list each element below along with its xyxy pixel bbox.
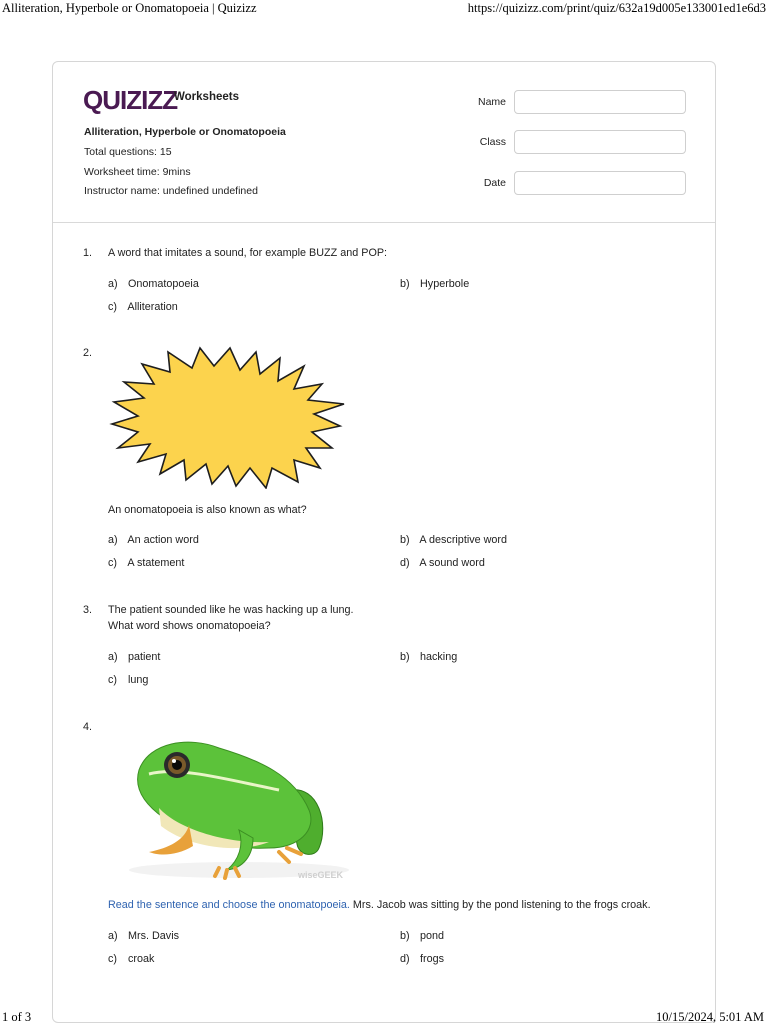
worksheet [52,61,716,1023]
option-a[interactable]: a) Mrs. Davis [108,930,179,942]
worksheet-time: Worksheet time: 9mins [84,166,191,178]
page-count: 1 of 3 [2,1010,32,1024]
name-label: Name [477,96,506,108]
option-b[interactable]: b) Hyperbole [400,278,470,290]
question-text [108,899,651,911]
class-field[interactable] [514,130,686,154]
option-d[interactable]: d) A sound word [400,557,485,569]
quizizz-logo: QUIZIZZ [83,85,178,115]
worksheet-header [53,62,715,223]
page-url[interactable]: https://quizizz.com/print/quiz/632a19d005e133001ed1e6d3 [467,1,766,15]
option-d[interactable]: d) frogs [400,953,445,965]
print-footer [0,1010,768,1024]
starburst-image [108,344,352,489]
question-text: An onomatopoeia is also known as what? [108,504,307,516]
logo-subtitle: Worksheets [174,91,239,103]
page-title: Alliteration, Hyperbole or Onomatopoeia | Quizizz [2,1,257,15]
instructor-name: Instructor name: undefined undefined [84,185,258,197]
option-b[interactable]: b) hacking [400,651,458,663]
frog-image [119,730,359,880]
total-questions: Total questions: 15 [84,146,172,158]
image-watermark: wiseGEEK [298,870,344,880]
question-sentence: Mrs. Jacob was sitting by the pond listening to the frogs croak. [349,899,651,911]
date-field[interactable] [514,171,686,195]
name-field[interactable] [514,90,686,114]
question-number: 4. [83,721,93,733]
option-a[interactable]: a) An action word [108,534,199,546]
option-c[interactable]: c) croak [108,953,155,965]
option-c[interactable]: c) lung [108,674,149,686]
class-label: Class [479,136,506,148]
option-b[interactable]: b) pond [400,930,445,942]
question-number: 3. [83,604,93,616]
option-c[interactable]: c) Alliteration [108,301,178,313]
question-text-line2: What word shows onomatopoeia? [108,620,271,632]
option-b[interactable]: b) A descriptive word [400,534,508,546]
question-instruction: Read the sentence and choose the onomatopoeia. [108,899,350,911]
print-timestamp: 10/15/2024, 5:01 AM [656,1010,764,1024]
option-c[interactable]: c) A statement [108,557,185,569]
date-label: Date [483,177,506,189]
question-text-line1: The patient sounded like he was hacking up a lung. [108,604,354,616]
option-a[interactable]: a) patient [108,651,161,663]
question-number: 1. [83,247,93,259]
option-a[interactable]: a) Onomatopoeia [108,278,199,290]
print-header [0,0,768,18]
worksheet-title: Alliteration, Hyperbole or Onomatopoeia [84,126,286,138]
question-text: A word that imitates a sound, for example BUZZ and POP: [108,247,388,259]
question-number: 2. [83,347,93,359]
